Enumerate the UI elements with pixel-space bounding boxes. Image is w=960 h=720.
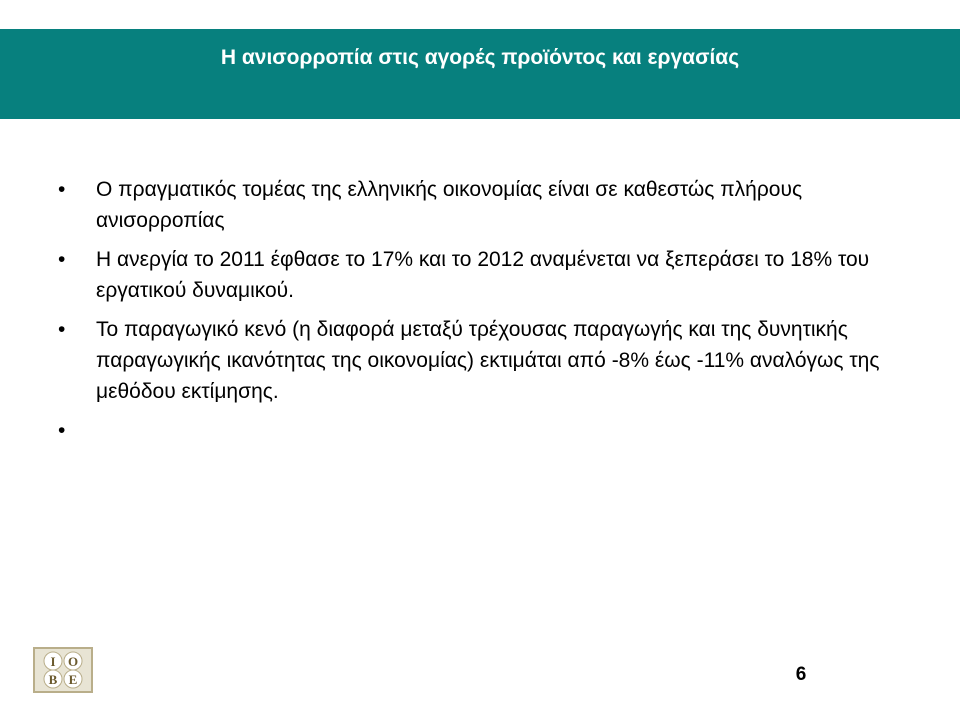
- iobe-logo-graphic: [35, 649, 91, 691]
- bullet-list: [56, 174, 926, 446]
- bullet-text: Το παραγωγικό κενό (η διαφορά μεταξύ τρέχουσας παραγωγής και της δυνητικής παραγωγικής ικανότητας της οικονομίας) εκτιμάται από -8% έως -11% αναλόγως της μεθόδου εκτίμησης.: [96, 318, 880, 403]
- logo-letter-o: Ο: [67, 654, 79, 669]
- bullet-text-empty: [96, 415, 921, 446]
- bullet-text: Η ανεργία το 2011 έφθασε το 17% και το 2012 αναμένεται να ξεπεράσει το 18% του εργατικού δυναμικού.: [96, 248, 870, 302]
- bullet-dot: •: [58, 419, 66, 442]
- bullet-item: [56, 415, 926, 446]
- page-number: 6: [795, 664, 807, 685]
- bullet-item: [56, 174, 926, 236]
- bullet-dot: •: [58, 318, 66, 341]
- bullet-text: Ο πραγματικός τομέας της ελληνικής οικονομίας είναι σε καθεστώς πλήρους ανισορροπίας: [96, 178, 803, 232]
- slide-title: Η ανισορροπία στις αγορές προϊόντος και εργασίας: [220, 46, 740, 69]
- bullet-item: [56, 314, 926, 407]
- logo-letter-i: Ι: [50, 654, 56, 669]
- logo-letter-b: Β: [48, 672, 58, 687]
- title-bar: [0, 29, 960, 119]
- bullet-dot: •: [58, 178, 66, 201]
- bullet-item: [56, 244, 926, 306]
- iobe-logo: [33, 647, 93, 693]
- bullet-dot: •: [58, 248, 66, 271]
- logo-letter-e: Ε: [68, 672, 78, 687]
- slide-content: [56, 174, 926, 454]
